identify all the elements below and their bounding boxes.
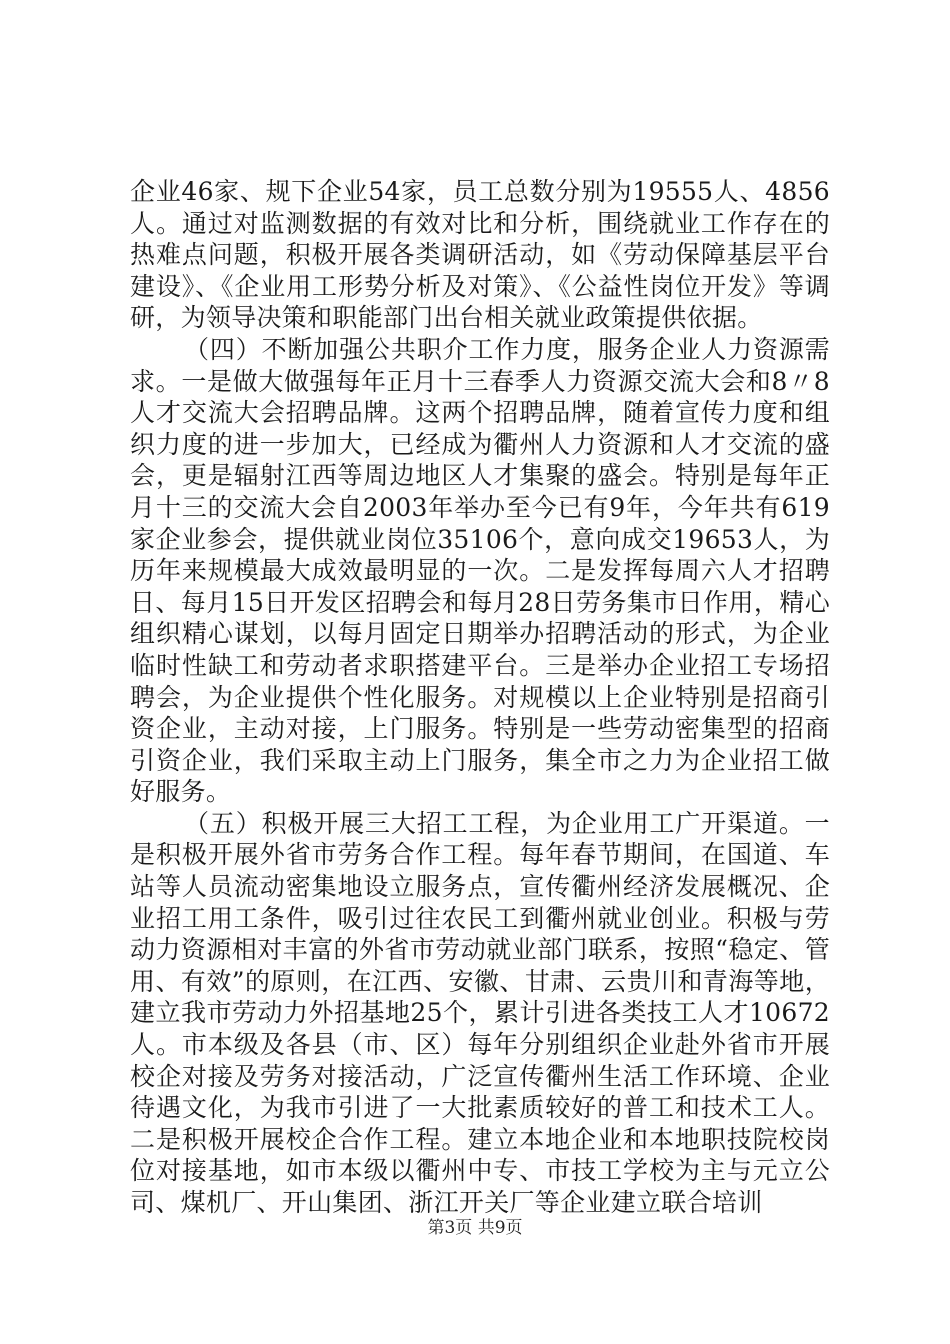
paragraph-continued: 企业46家、规下企业54家，员工总数分别为19555人、4856人。通过对监测数据的有效对比和分析，围绕就业工作存在的热难点问题，积极开展各类调研活动，如《劳动保障基层平台建设》、《企业用工形势分析及对策》、《公益性岗位开发》等调研，为领导决策和职能部门出台相关就业政策提供依据。 bbox=[130, 177, 830, 333]
document-body bbox=[130, 176, 830, 1219]
page-footer: 第3页 共9页 bbox=[427, 1218, 523, 1238]
paragraph-section-4: （四）不断加强公共职介工作力度，服务企业人力资源需求。一是做大做强每年正月十三春季人力资源交流大会和8〃8人才交流大会招聘品牌。这两个招聘品牌，随着宣传力度和组织力度的进一步加大，已经成为衢州人力资源和人才交流的盛会，更是辐射江西等周边地区人才集聚的盛会。特别是每年正月十三的交流大会自2003年举办至今已有9年，今年共有619家企业参会，提供就业岗位35106个，意向成交19653人，为历年来规模最大成效最明显的一次。二是发挥每周六人才招聘日、每月15日开发区招聘会和每月28日劳务集市日作用，精心组织精心谋划，以每月固定日期举办招聘活动的形式，为企业临时性缺工和劳动者求职搭建平台。三是举办企业招工专场招聘会，为企业提供个性化服务。对规模以上企业特别是招商引资企业，主动对接，上门服务。特别是一些劳动密集型的招商引资企业，我们采取主动上门服务，集全市之力为企业招工做好服务。 bbox=[130, 334, 830, 807]
paragraph-section-5: （五）积极开展三大招工工程，为企业用工广开渠道。一是积极开展外省市劳务合作工程。每年春节期间，在国道、车站等人员流动密集地设立服务点，宣传衢州经济发展概况、企业招工用工条件，吸引过往农民工到衢州就业创业。积极与劳动力资源相对丰富的外省市劳动就业部门联系，按照“稳定、管用、有效”的原则，在江西、安徽、甘肃、云贵川和青海等地，建立我市劳动力外招基地25个，累计引进各类技工人才10672人。市本级及各县（市、区）每年分别组织企业赴外省市开展校企对接及劳务对接活动，广泛宣传衢州生活工作环境、企业待遇文化，为我市引进了一大批素质较好的普工和技术工人。二是积极开展校企合作工程。建立本地企业和本地职技院校岗位对接基地，如市本级以衢州中专、市技工学校为主与元立公司、煤机厂、开山集团、浙江开关厂等企业建立联合培训 bbox=[130, 808, 830, 1217]
